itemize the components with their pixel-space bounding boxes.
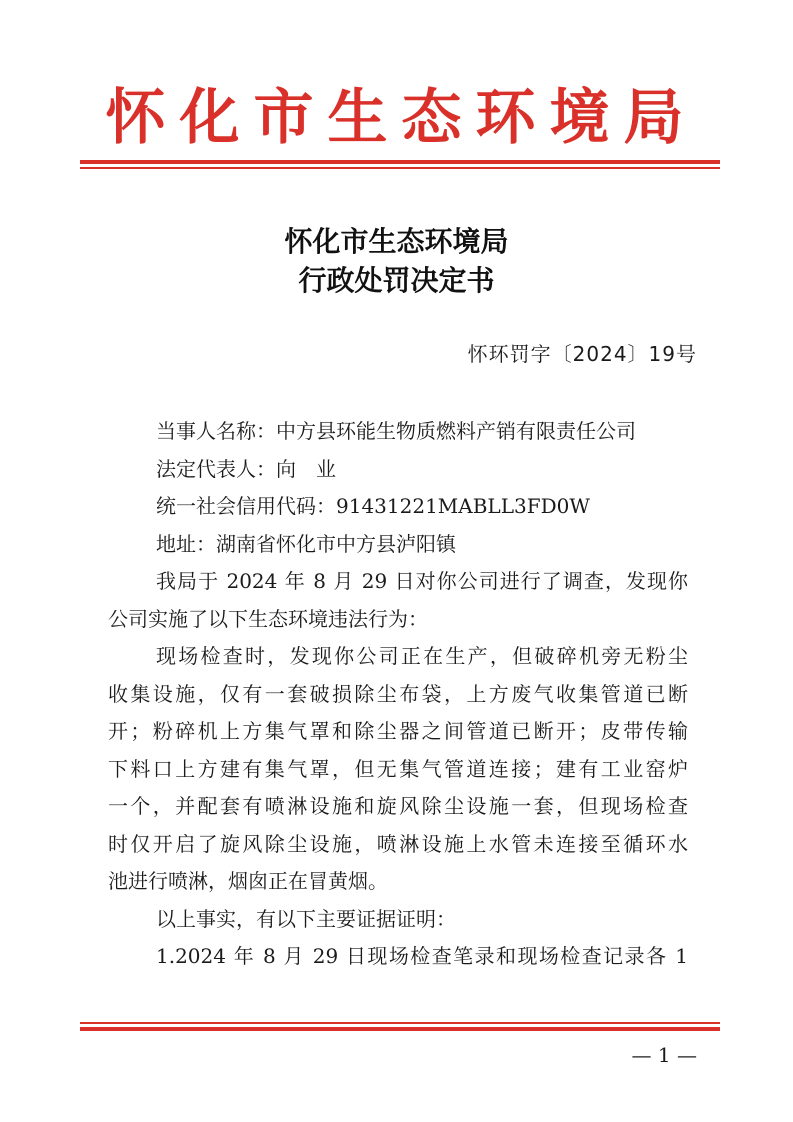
party-address: 地址：湖南省怀化市中方县泸阳镇	[156, 531, 456, 556]
paragraph-violation-line: 收集设施，仅有一套破损除尘布袋，上方废气收集管道已断	[108, 681, 688, 706]
masthead-title: 怀化市生态环境局	[105, 83, 698, 153]
paragraph-violation-line: 一个，并配套有喷淋设施和旋风除尘设施一套，但现场检查	[108, 794, 688, 818]
page-number: — 1 —	[631, 1043, 697, 1067]
document-title-type: 行政处罚决定书	[298, 264, 495, 297]
paragraph-violation-line: 时仅开启了旋风除尘设施，喷淋设施上水管未连接至循环水	[108, 831, 688, 856]
paragraph-evidence-item: 1.2024 年 8 月 29 日现场检查笔录和现场检查记录各 1	[156, 944, 688, 968]
document-number: 怀环罚字〔2024〕19号	[467, 342, 697, 366]
document-title-issuer: 怀化市生态环境局	[284, 225, 509, 258]
party-name: 当事人名称：中方县环能生物质燃料产销有限责任公司	[156, 419, 636, 443]
paragraph-violation-line: 现场检查时，发现你公司正在生产，但破碎机旁无粉尘	[156, 644, 688, 668]
footer-red-rule-thick	[80, 1027, 720, 1031]
credit-code: 统一社会信用代码：91431221MABLL3FD0W	[156, 494, 590, 518]
footer-red-rule-thin	[80, 1022, 720, 1024]
paragraph-violation-line: 开；粉碎机上方集气罩和除尘器之间管道已断开；皮带传输	[108, 719, 688, 743]
paragraph-violation-line: 下料口上方建有集气罩，但无集气管道连接；建有工业窑炉	[108, 756, 688, 781]
paragraph-investigation-line: 公司实施了以下生态环境违法行为：	[108, 606, 428, 631]
masthead-red-rule-thin	[80, 167, 720, 169]
document-body	[108, 413, 688, 976]
masthead-red-rule-thick	[80, 160, 720, 164]
paragraph-investigation-line: 我局于 2024 年 8 月 29 日对你公司进行了调查，发现你	[156, 569, 688, 593]
legal-representative: 法定代表人：向 业	[156, 456, 336, 481]
paragraph-violation-line: 池进行喷淋，烟囱正在冒黄烟。	[108, 869, 388, 893]
paragraph-evidence-intro: 以上事实，有以下主要证据证明：	[156, 906, 456, 931]
